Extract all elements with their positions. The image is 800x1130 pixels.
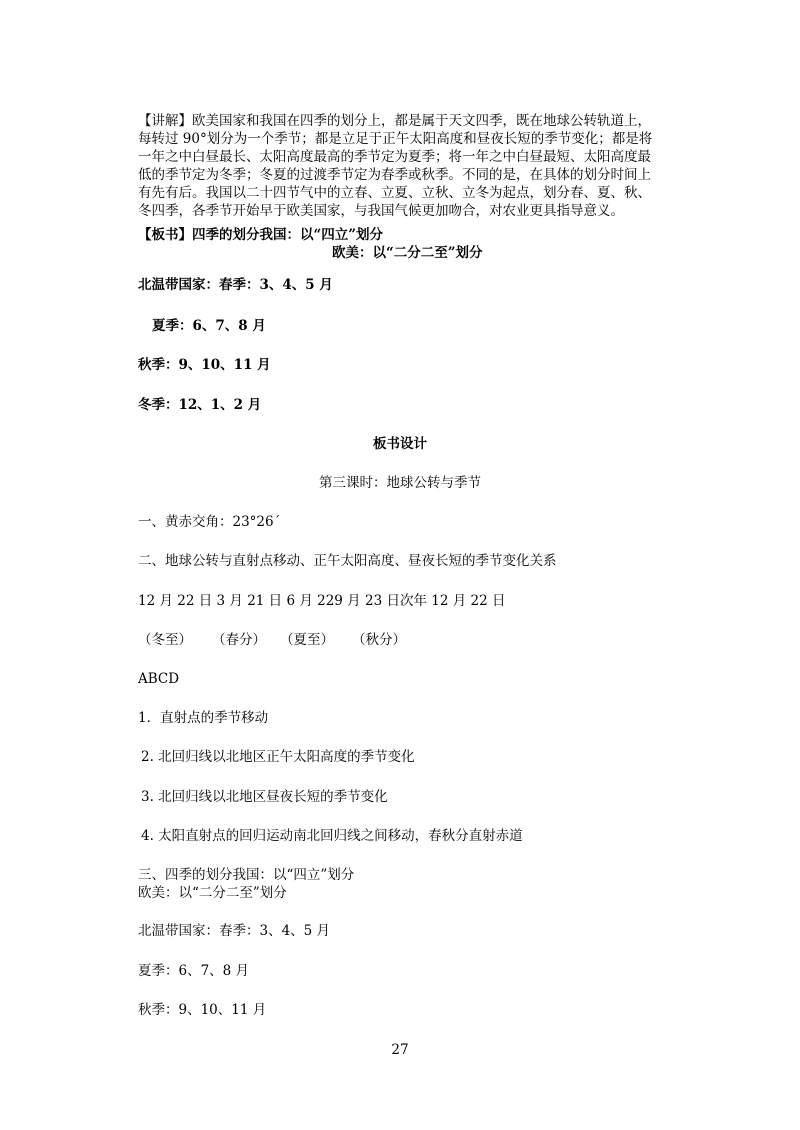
term-winter-solstice: （冬至） (138, 632, 192, 648)
design-sub-2: 2. 北回归线以北地区正午太阳高度的季节变化 (141, 749, 415, 765)
design-item-3-west: 欧美：以“二分二至”划分 (138, 885, 287, 901)
design-sub-3: 3. 北回归线以北地区昼夜长短的季节变化 (141, 789, 388, 805)
design-item-2: 二、地球公转与直射点移动、正午太阳高度、昼夜长短的季节变化关系 (138, 553, 557, 569)
term-autumn-equinox: （秋分） (352, 632, 406, 648)
design-summer: 夏季：6、7、8 月 (138, 963, 250, 979)
term-summer-solstice: （夏至） (280, 632, 334, 648)
design-sub-1: 1．直射点的季节移动 (138, 710, 269, 726)
design-dates: 12 月 22 日 3 月 21 日 6 月 229 月 23 日次年 12 月 22 日 (138, 593, 506, 609)
board-spring: 北温带国家：春季：3、4、5 月 (138, 277, 333, 293)
explanation-line: 冬四季，各季节开始早于欧美国家，与我国气候更加吻合，对农业更具指导意义。 (138, 203, 624, 219)
design-sub-4: 4. 太阳直射点的回归运动南北回归线之间移动，春秋分直射赤道 (141, 828, 523, 844)
page-number: 27 (391, 1042, 409, 1058)
explanation-line: 低的季节定为冬季；冬夏的过渡季节定为春季或秋季。不同的是，在具体的划分时间上 (138, 167, 651, 183)
design-subtitle: 第三课时：地球公转与季节 (319, 475, 481, 491)
design-autumn: 秋季：9、10、11 月 (138, 1002, 267, 1018)
board-west-division: 欧美：以“二分二至”划分 (332, 245, 483, 261)
design-spring: 北温带国家：春季：3、4、5 月 (138, 923, 331, 939)
term-spring-equinox: （春分） (212, 632, 266, 648)
explanation-line: 【讲解】欧美国家和我国在四季的划分上，都是属于天文四季，既在地球公转轨道上， (138, 113, 651, 129)
design-item-3: 三、四季的划分我国：以“四立”划分 (138, 867, 355, 883)
design-item-1: 一、黄赤交角：23°26΄ (138, 514, 281, 530)
board-winter: 冬季：12、1、2 月 (138, 397, 262, 413)
explanation-paragraph (138, 112, 674, 220)
explanation-line: 有先有后。我国以二十四节气中的立春、立夏、立秋、立冬为起点，划分春、夏、秋、 (138, 185, 651, 201)
board-heading: 【板书】四季的划分我国：以“四立”划分 (138, 227, 384, 243)
explanation-line: 一年之中白昼最长、太阳高度最高的季节定为夏季；将一年之中白昼最短、太阳高度最 (138, 149, 651, 165)
explanation-line: 每转过 90°划分为一个季节；都是立足于正午太阳高度和昼夜长短的季节变化；都是将 (138, 131, 653, 147)
design-abcd: ABCD (138, 671, 180, 687)
board-autumn: 秋季：9、10、11 月 (138, 357, 271, 373)
design-title: 板书设计 (373, 436, 427, 452)
board-summer: 夏季：6、7、8 月 (152, 318, 266, 334)
